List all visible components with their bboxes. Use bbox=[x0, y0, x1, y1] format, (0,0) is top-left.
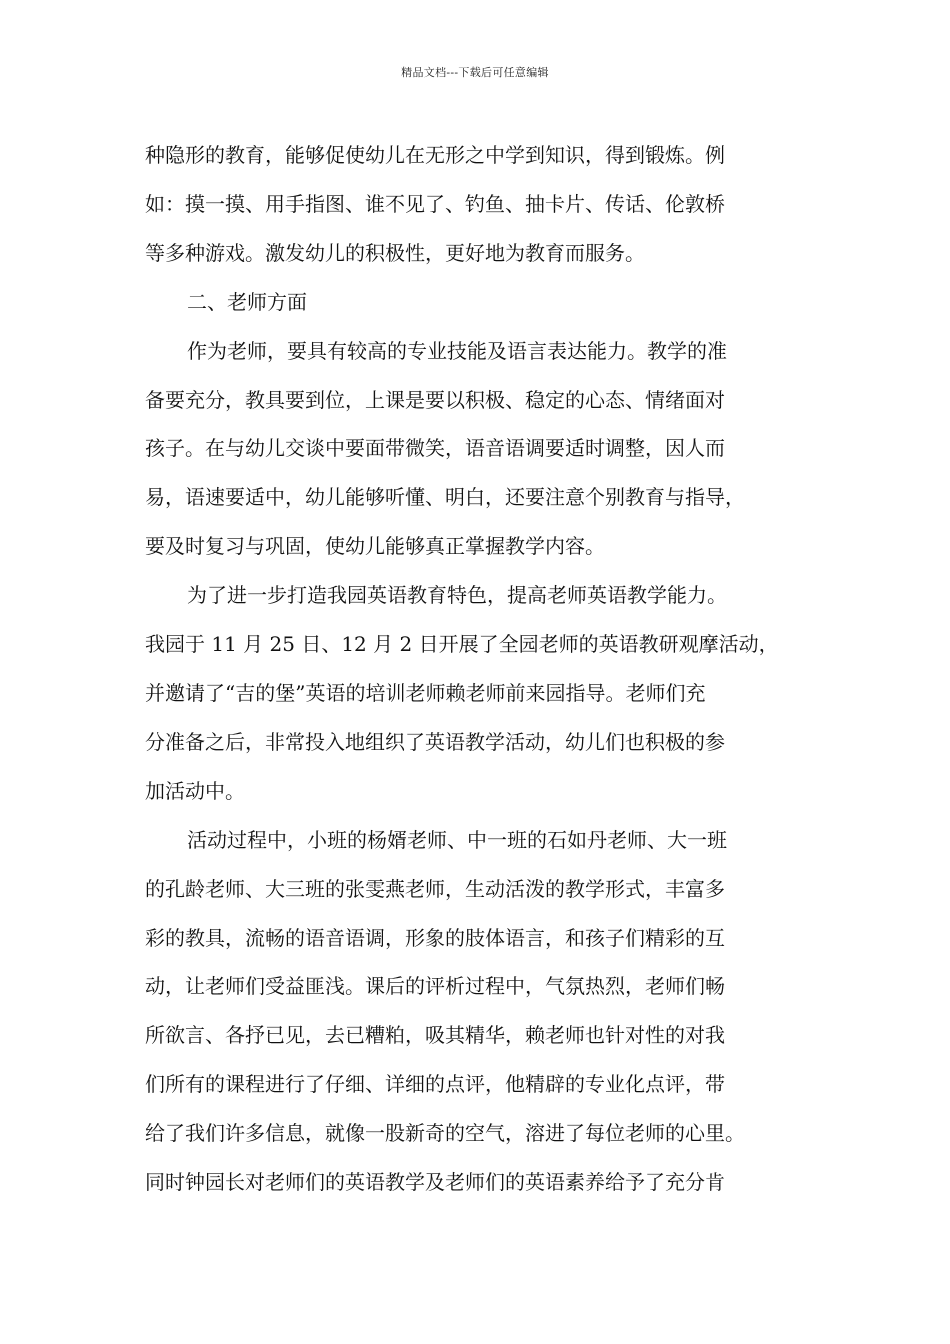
text-line: 种隐形的教育，能够促使幼儿在无形之中学到知识，得到锻炼。例 bbox=[145, 143, 725, 167]
text-line: 加活动中。 bbox=[145, 778, 245, 803]
document-body bbox=[145, 131, 825, 1207]
paragraph-teacher-skills bbox=[145, 327, 825, 572]
paragraph-games bbox=[145, 131, 825, 278]
text-line: 为了进一步打造我园英语教育特色，提高老师英语教学能力。 bbox=[187, 583, 727, 608]
text-line: 要及时复习与巩固，使幼儿能够真正掌握教学内容。 bbox=[145, 534, 605, 559]
text-line: 孩子。在与幼儿交谈中要面带微笑，语音语调要适时调整，因人而 bbox=[145, 436, 725, 461]
text-line: 同时钟园长对老师们的英语教学及老师们的英语素养给予了充分肯 bbox=[145, 1170, 725, 1195]
text-line: 并邀请了“吉的堡”英语的培训老师赖老师前来园指导。老师们充 bbox=[145, 680, 706, 705]
text-line: 动，让老师们受益匪浅。课后的评析过程中，气氛热烈，老师们畅 bbox=[145, 974, 725, 999]
text-line: 等多种游戏。激发幼儿的积极性，更好地为教育而服务。 bbox=[145, 240, 645, 265]
text-line: 易，语速要适中，幼儿能够听懂、明白，还要注意个别教育与指导， bbox=[145, 485, 745, 510]
text-line: 活动过程中，小班的杨婿老师、中一班的石如丹老师、大一班 bbox=[187, 827, 727, 852]
paragraph-activity-process bbox=[145, 816, 825, 1207]
text-line: 我园于 11 月 25 日、12 月 2 日开展了全园老师的英语教研观摩活动， bbox=[145, 632, 779, 657]
text-line: 分准备之后，非常投入地组织了英语教学活动，幼儿们也积极的参 bbox=[145, 729, 725, 754]
text-line: 如：摸一摸、用手指图、谁不见了、钓鱼、抽卡片、传话、伦敦桥 bbox=[145, 191, 725, 216]
text-line: 给了我们许多信息，就像一股新奇的空气，溶进了每位老师的心里。 bbox=[145, 1121, 745, 1146]
section-heading: 二、老师方面 bbox=[187, 289, 307, 314]
text-line: 们所有的课程进行了仔细、详细的点评，他精辟的专业化点评，带 bbox=[145, 1072, 725, 1097]
paragraph-english-activity bbox=[145, 571, 825, 816]
text-line: 的孔龄老师、大三班的张雯燕老师，生动活泼的教学形式，丰富多 bbox=[145, 876, 725, 901]
text-line: 作为老师，要具有较高的专业技能及语言表达能力。教学的准 bbox=[187, 338, 727, 363]
page-header: 精品文档---下载后可任意编辑 bbox=[401, 66, 549, 79]
text-line: 备要充分，教具要到位，上课是要以积极、稳定的心态、情绪面对 bbox=[145, 387, 725, 412]
text-line: 所欲言、各抒已见，去已糟粕，吸其精华，赖老师也针对性的对我 bbox=[145, 1023, 725, 1048]
text-line: 彩的教具，流畅的语音语调，形象的肢体语言，和孩子们精彩的互 bbox=[145, 925, 725, 950]
